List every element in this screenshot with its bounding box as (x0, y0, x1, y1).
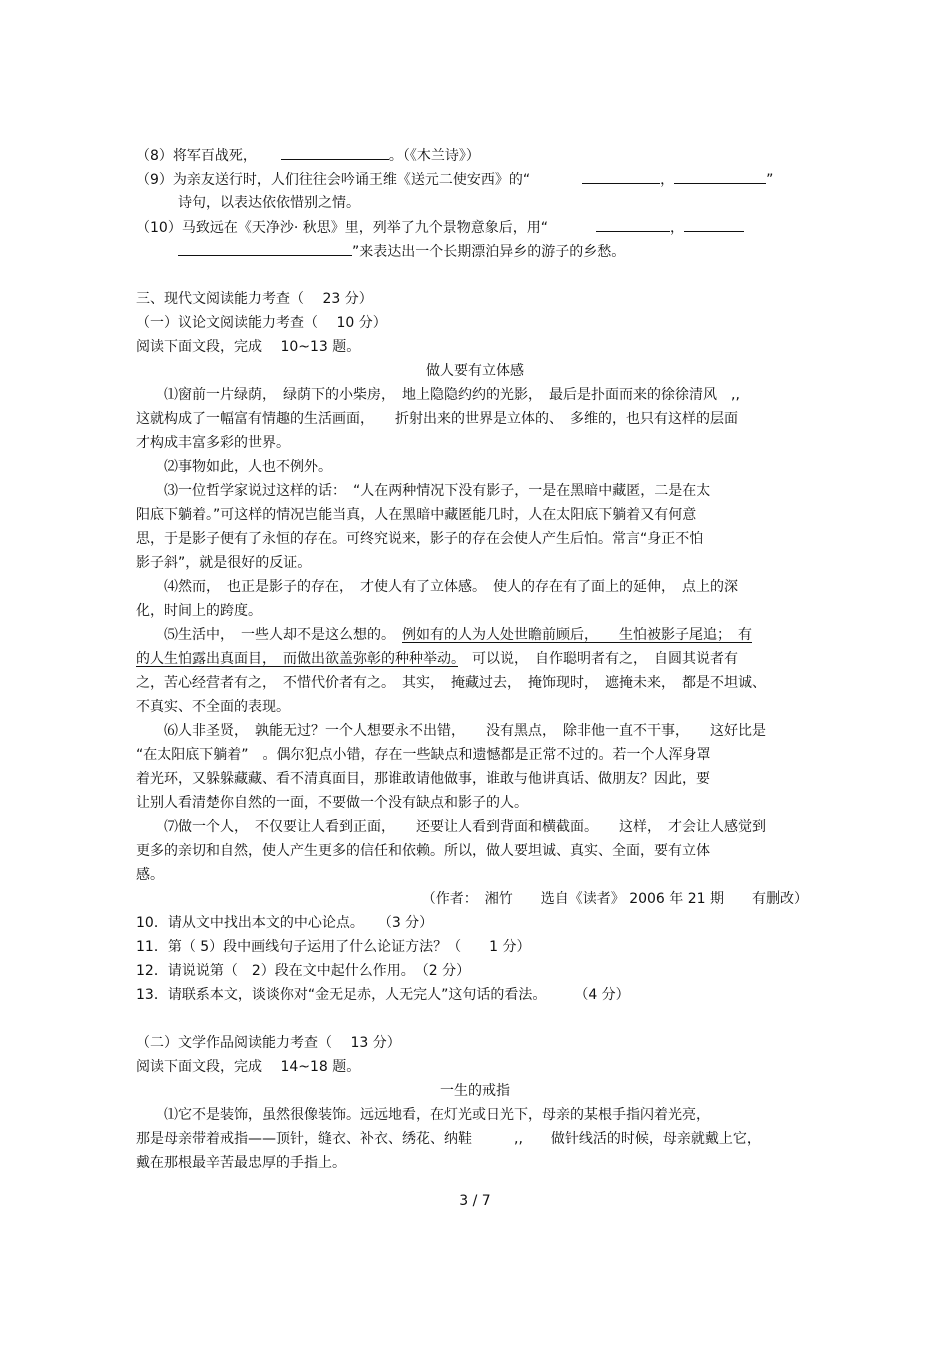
section-3-heading: 三、现代文阅读能力考查（ 23 分） (136, 291, 373, 307)
p5-underlined-sentence-2: 的人生怕露出真面目， 而做出欲盖弥彰的种种举动。 (136, 651, 458, 667)
q9-answer-blank-2[interactable] (674, 170, 766, 184)
p5-lead: ⑸生活中， 一些人却不是这么想的。 (164, 627, 402, 643)
essay-title: 做人要有立体感 (426, 363, 524, 379)
essay-line: ⑷然而， 也正是影子的存在， 才使人有了立体感。 使人的存在有了面上的延伸， 点上的深 (164, 579, 738, 595)
essay-line: 这就构成了一幅富有情趣的生活画面， 折射出来的世界是立体的、 多维的，也只有这样的层面 (136, 411, 738, 427)
q10-prefix: （10）马致远在《天净沙· 秋思》里，列举了九个景物意象后，用“ (136, 220, 548, 236)
question-10-line (136, 218, 744, 237)
essay-line: 着光环，又躲躲藏藏、看不清真面目，那谁敢请他做事，谁敢与他讲真话、做朋友？因此，要 (136, 771, 710, 787)
essay-line: 更多的亲切和自然，使人产生更多的信任和依赖。所以，做人要坦诚、真实、全面，要有立体 (136, 843, 710, 859)
essay-line: ⑴窗前一片绿荫， 绿荫下的小柴房， 地上隐隐约约的光影， 最后是扑面而来的徐徐清风 ,, (164, 387, 740, 403)
question-13: 13．请联系本文，谈谈你对“金无足赤，人无完人”这句话的看法。 （4 分） (136, 987, 630, 1003)
q10-answer-blank-2[interactable] (178, 242, 352, 256)
essay-line: ⑹人非圣贤， 孰能无过？一个人想要永不出错， 没有黑点， 除非他一直不干事， 这好比是 (164, 723, 766, 739)
q9-suffix: ” (766, 172, 774, 188)
essay-line: 阳底下躺着。”可这样的情况岂能当真，人在黑暗中藏匿能几时，人在太阳底下躺着又有何意 (136, 507, 697, 523)
q8-answer-blank[interactable] (281, 146, 389, 160)
question-10: 10．请从文中找出本文的中心论点。 （3 分） (136, 915, 434, 931)
essay-line: 思，于是影子便有了永恒的存在。可终究说来，影子的存在会使人产生后怕。常言“身正不怕 (136, 531, 704, 547)
question-12: 12．请说说第（ 2）段在文中起什么作用。 （2 分） (136, 963, 471, 979)
question-8-line (136, 146, 480, 165)
q8-suffix: 。（《木兰诗》） (388, 148, 480, 164)
essay-line: 才构成丰富多彩的世界。 (136, 435, 290, 451)
q9-prefix: （9）为亲友送行时，人们往往会吟诵王维《送元二使安西》的“ (136, 172, 531, 188)
q10-answer-blank-1[interactable] (596, 218, 670, 232)
question-9-line (136, 170, 773, 189)
essay-line: 影子斜”，就是很好的反证。 (136, 555, 312, 571)
essay-paragraph-5-line-2 (136, 650, 738, 668)
q9-comma: ， (660, 172, 675, 188)
q8-prefix: （8）将军百战死， (136, 148, 257, 164)
essay-line: ⑵事物如此，人也不例外。 (164, 459, 332, 475)
page-number: 3 / 7 (459, 1193, 491, 1209)
story-line: 那是母亲带着戒指——顶针，缝衣、补衣、绣花、纳鞋 ,, 做针线活的时候，母亲就戴上它， (136, 1131, 761, 1147)
q10-suffix: ”来表达出一个长期漂泊异乡的游子的乡愁。 (352, 244, 626, 260)
essay-line: 感。 (136, 867, 164, 883)
essay-line: ⑺做一个人， 不仅要让人看到正面， 还要让人看到背面和横截面。 这样， 才会让人感觉到 (164, 819, 766, 835)
question-10-line-2 (178, 242, 625, 261)
q10-answer-blank-2a[interactable] (684, 218, 744, 232)
part-1-instruction: 阅读下面文段，完成 10~13 题。 (136, 339, 361, 355)
question-11: 11．第（ 5）段中画线句子运用了什么论证方法？（ 1 分） (136, 939, 531, 955)
q9-answer-blank-1[interactable] (582, 170, 660, 184)
essay-line: 让别人看清楚你自然的一面，不要做一个没有缺点和影子的人。 (136, 795, 528, 811)
essay-line: “在太阳底下躺着” 。偶尔犯点小错，存在一些缺点和遗憾都是正常不过的。若一个人浑身罩 (136, 747, 711, 763)
essay-paragraph-5-line-1 (164, 626, 752, 644)
part-2-instruction: 阅读下面文段，完成 14~18 题。 (136, 1059, 361, 1075)
essay-line: ⑶一位哲学家说过这样的话： “人在两种情况下没有影子，一是在黑暗中藏匿，二是在太 (164, 483, 711, 499)
p5-underlined-sentence-1: 例如有的人为人处世瞻前顾后， 生怕被影子尾追； 有 (402, 627, 752, 643)
story-title: 一生的戒指 (440, 1083, 510, 1099)
essay-line: 之，苦心经营者有之， 不惜代价者有之。 其实， 掩藏过去， 掩饰现时， 遮掩未来， 都是不坦诚、 (136, 675, 766, 691)
p5-rest: 可以说， 自作聪明者有之， 自圆其说者有 (458, 651, 738, 667)
story-line: ⑴它不是装饰，虽然很像装饰。远远地看，在灯光或日光下，母亲的某根手指闪着光亮， (164, 1107, 710, 1123)
part-2-heading: （二）文学作品阅读能力考查（ 13 分） (136, 1035, 401, 1051)
essay-line: 化，时间上的跨度。 (136, 603, 262, 619)
essay-line: 不真实、不全面的表现。 (136, 699, 290, 715)
part-1-heading: （一）议论文阅读能力考查（ 10 分） (136, 315, 387, 331)
q10-comma: ， (669, 220, 684, 236)
story-line: 戴在那根最辛苦最忠厚的手指上。 (136, 1155, 346, 1171)
question-9-line-2: 诗句，以表达依依惜别之情。 (178, 195, 360, 211)
essay-attribution: （作者： 湘竹 选自《读者》 2006 年 21 期 有删改） (421, 891, 808, 907)
